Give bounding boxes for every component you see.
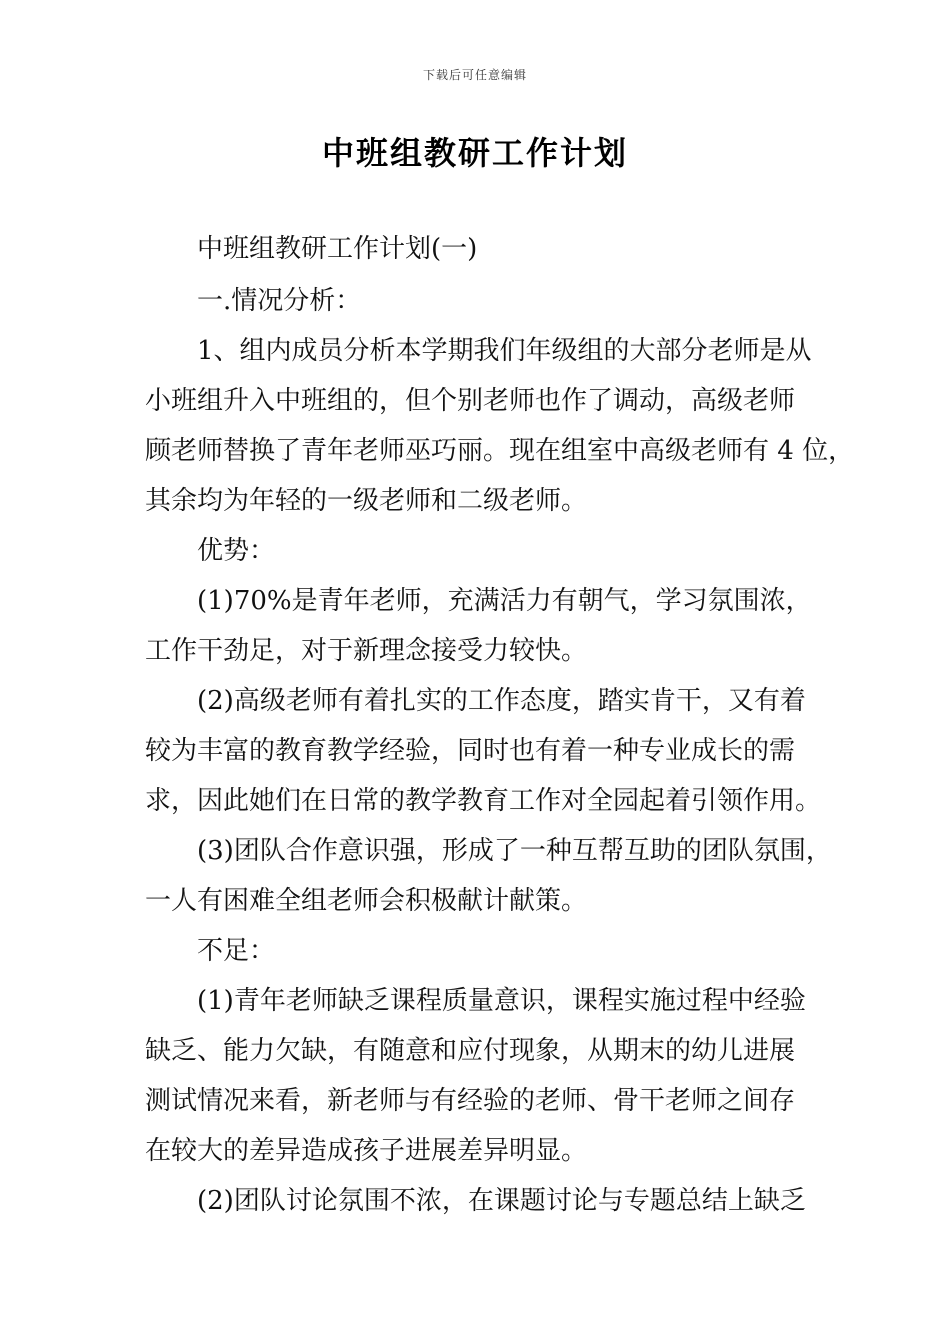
section-heading: 一.情况分析： xyxy=(197,286,362,316)
paragraph-line: 较为丰富的教育教学经验，同时也有着一种专业成长的需 xyxy=(145,736,796,766)
paragraph-line: (1)70%是青年老师，充满活力有朝气，学习氛围浓， xyxy=(197,586,812,616)
header-note: 下载后可任意编辑 xyxy=(422,68,527,82)
paragraph-line: 一人有困难全组老师会积极献计献策。 xyxy=(145,886,588,916)
paragraph-line: (2)团队讨论氛围不浓，在课题讨论与专题总结上缺乏 xyxy=(197,1186,806,1216)
paragraph-line: 其余均为年轻的一级老师和二级老师。 xyxy=(145,486,588,516)
paragraph-line: 工作干劲足，对于新理念接受力较快。 xyxy=(145,636,588,666)
paragraph-line: 在较大的差异造成孩子进展差异明显。 xyxy=(145,1136,588,1166)
paragraph-line: 求，因此她们在日常的教学教育工作对全园起着引领作用。 xyxy=(145,786,822,816)
paragraph-line: (2)高级老师有着扎实的工作态度，踏实肯干，又有着 xyxy=(197,686,806,716)
paragraph-line: (3)团队合作意识强，形成了一种互帮互助的团队氛围， xyxy=(197,836,832,866)
subsection-heading: 优势： xyxy=(197,536,276,566)
paragraph-line: 顾老师替换了青年老师巫巧丽。现在组室中高级老师有 4 位， xyxy=(145,436,855,466)
paragraph-line: 1、组内成员分析本学期我们年级组的大部分老师是从 xyxy=(197,336,812,366)
subtitle-line: 中班组教研工作计划(一) xyxy=(197,234,478,264)
paragraph-line: 小班组升入中班组的，但个别老师也作了调动，高级老师 xyxy=(145,386,796,416)
paragraph-line: 测试情况来看，新老师与有经验的老师、骨干老师之间存 xyxy=(145,1086,796,1116)
paragraph-line: (1)青年老师缺乏课程质量意识，课程实施过程中经验 xyxy=(197,986,806,1016)
subsection-heading: 不足： xyxy=(197,936,276,966)
document-title: 中班组教研工作计划 xyxy=(321,134,628,172)
paragraph-line: 缺乏、能力欠缺，有随意和应付现象，从期末的幼儿进展 xyxy=(145,1036,796,1066)
